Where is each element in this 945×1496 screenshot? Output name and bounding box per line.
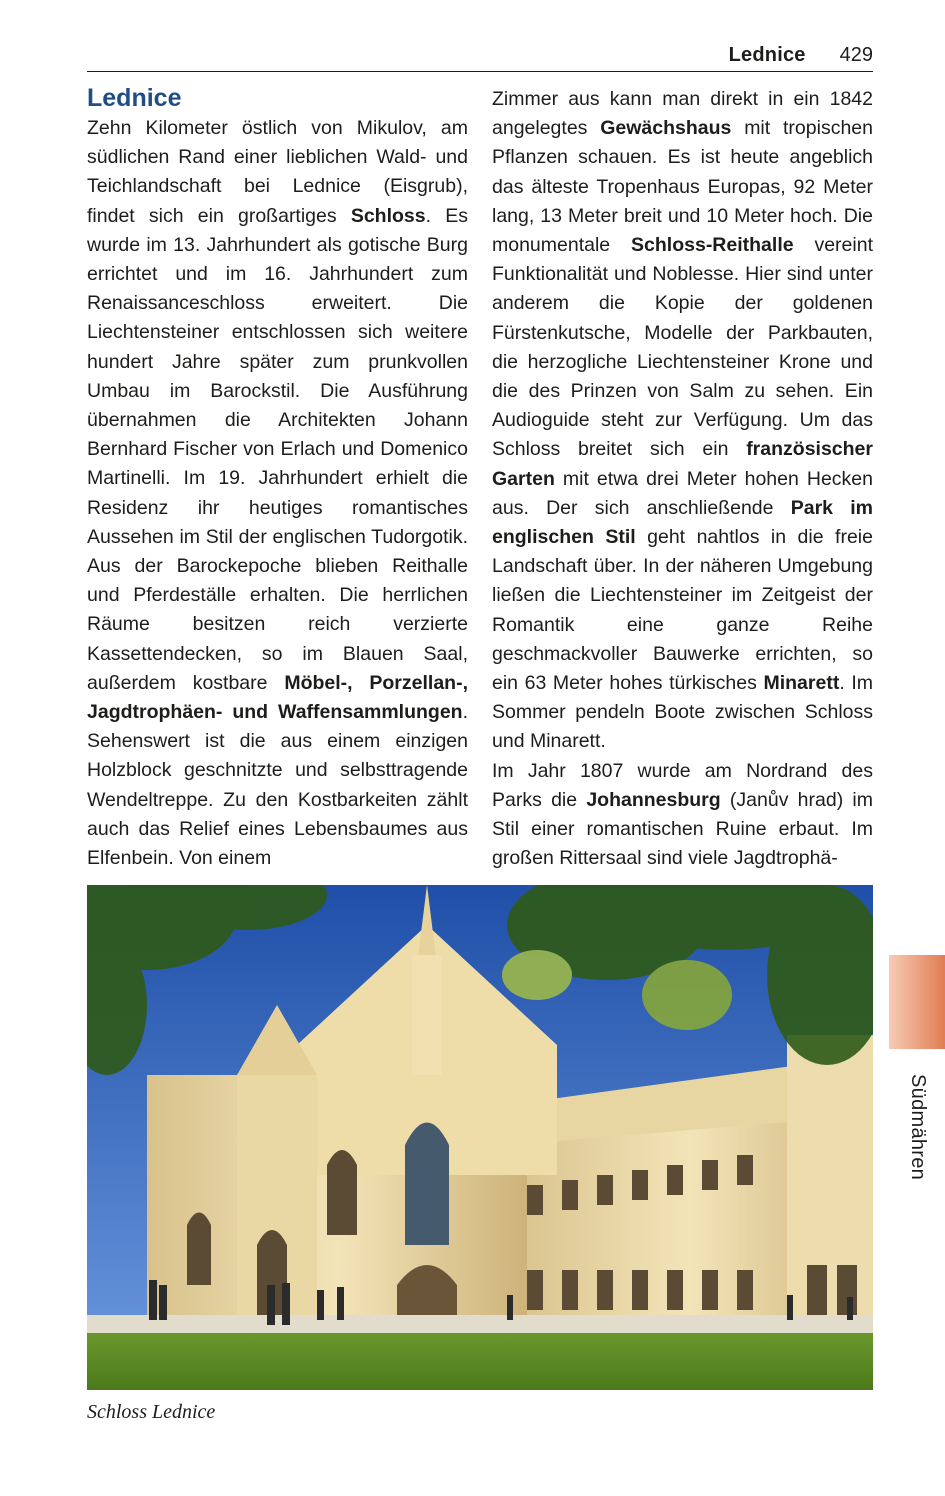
section-title: Lednice (728, 44, 806, 66)
right-text-column (492, 85, 873, 873)
image-caption: Schloss Lednice (87, 1401, 216, 1423)
left-text-column (87, 82, 468, 873)
article-title: Lednice (87, 84, 182, 112)
castle-photo (87, 885, 873, 1390)
chapter-side-label: Südmähren (907, 1074, 929, 1181)
page-number: 429 (839, 44, 873, 66)
body-paragraph: Im Jahr 1807 wurde am Nordrand des Parks die Johannesburg (Janův hrad) im Stil einer romantischen Ruine erbaut. Im großen Rittersaal sind viele Jagdtrophä- (492, 759, 873, 870)
body-paragraph: Zehn Kilometer östlich von Mikulov, am südlichen Rand einer lieblichen Wald- und Teichlandschaft bei Lednice (Eisgrub), findet sich ein großartiges Schloss. Es wurde im 13. Jahrhundert als gotische Burg errichtet und im 16. Jahrhundert zum Renaissanceschloss erweitert. Die Liechtensteiner entschlossen sich weitere hundert Jahre später zum prunkvollen Umbau im Barockstil. Die Ausführung übernahmen die Architekten Johann Bernhard Fischer von Erlach und Domenico Martinelli. Im 19. Jahrhundert erhielt die Residenz ihr heutiges romantisches Aussehen im Stil der englischen Tudorgotik. Aus der Barockepoche blieben Reithalle und Pferdeställe erhalten. Die herrlichen Räume besitzen reich verzierte Kassettendecken, so im Blauen Saal, außerdem kostbare Möbel-, Porzellan-, Jagdtrophäen- und Waffensammlungen. Sehenswert ist die aus einem einzigen Holzblock geschnitzte und selbsttragende Wendeltreppe. Zu den Kostbarkeiten zählt auch das Relief eines Lebensbaumes aus Elfenbein. Von einem (87, 117, 468, 870)
body-paragraph: Zimmer aus kann man direkt in ein 1842 angelegtes Gewächshaus mit tropischen Pflanzen schauen. Es ist heute angeblich das älteste Tropenhaus Europas, 92 Meter lang, 13 Meter breit und 10 Meter hoch. Die monumentale Schloss-Reithalle vereint Funktionalität und Noblesse. Hier sind unter anderem die Kopie der goldenen Fürstenkutsche, Modelle der Parkbauten, die herzogliche Liechtensteiner Krone und die des Prinzen von Salm zu sehen. Ein Audioguide steht zur Verfügung. Um das Schloss breitet sich ein französischer Garten mit etwa drei Meter hohen Hecken aus. Der sich anschließende Park im englischen Stil geht nahtlos in die freie Landschaft über. In der näheren Umgebung ließen die Liechtensteiner im Zeitgeist der Romantik eine ganze Reihe geschmackvoller Bauwerke errichten, so ein 63 Meter hohes türkisches Minarett. Im Sommer pendeln Boote zwischen Schloss und Minarett. (492, 88, 873, 753)
chapter-thumb-tab (889, 955, 945, 1049)
running-header (729, 44, 873, 67)
header-rule (87, 71, 873, 72)
